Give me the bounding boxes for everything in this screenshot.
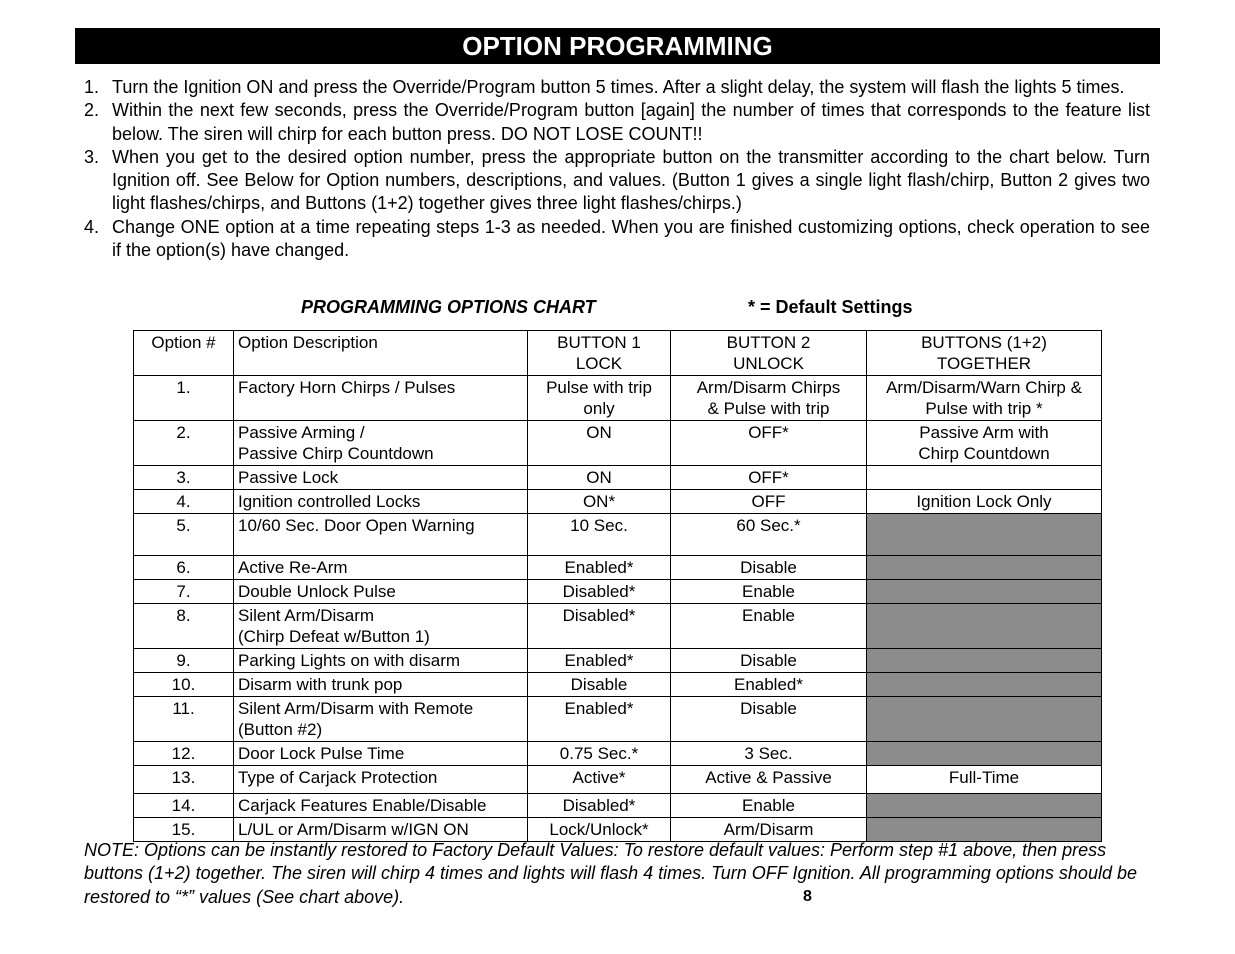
step-item [84,146,1150,216]
option-number: 8. [134,604,234,649]
option-number: 11. [134,697,234,742]
option-description: Disarm with trunk pop [234,673,528,697]
button2-value: OFF [671,490,867,514]
chart-title: PROGRAMMING OPTIONS CHART [301,297,596,317]
step-item [84,76,1150,99]
button2-value: Enabled* [671,673,867,697]
table-row [134,604,1102,649]
buttons12-value [867,649,1102,673]
option-number: 13. [134,766,234,794]
button1-value: Enabled* [528,649,671,673]
option-description: Parking Lights on with disarm [234,649,528,673]
buttons12-value [867,604,1102,649]
button1-value: Disabled* [528,794,671,818]
button1-value: Disabled* [528,580,671,604]
button2-value: OFF* [671,466,867,490]
button1-value: Active* [528,766,671,794]
table-row [134,490,1102,514]
buttons12-value: Full-Time [867,766,1102,794]
step-number: 3. [84,146,100,167]
buttons12-value [867,697,1102,742]
button1-value: Disabled* [528,604,671,649]
table-row [134,766,1102,794]
option-description: Active Re-Arm [234,556,528,580]
option-number: 2. [134,421,234,466]
button1-value: 10 Sec. [528,514,671,556]
step-item [84,216,1150,263]
option-number: 1. [134,376,234,421]
option-number: 6. [134,556,234,580]
table-body [134,376,1102,842]
option-description: Door Lock Pulse Time [234,742,528,766]
table-header-row [134,331,1102,376]
button2-value: 3 Sec. [671,742,867,766]
button1-value: ON [528,421,671,466]
button2-value: Disable [671,697,867,742]
button2-value: Enable [671,604,867,649]
step-item [84,99,1150,146]
option-description: 10/60 Sec. Door Open Warning [234,514,528,556]
buttons12-value: Passive Arm with Chirp Countdown [867,421,1102,466]
buttons12-value: Ignition Lock Only [867,490,1102,514]
buttons12-value [867,556,1102,580]
programming-options-table [133,330,1102,842]
button1-value: Pulse with trip only [528,376,671,421]
option-description: L/UL or Arm/Disarm w/IGN ON [234,818,528,842]
step-text: Within the next few seconds, press the Override/Program button [again] the number of times that corresponds to the feature list below. The siren will chirp for each button press. DO NOT LOSE COUNT!! [112,100,1150,144]
button2-value: Disable [671,649,867,673]
option-description: Ignition controlled Locks [234,490,528,514]
button1-value: ON [528,466,671,490]
table-row [134,376,1102,421]
option-description: Type of Carjack Protection [234,766,528,794]
button1-value: Disable [528,673,671,697]
default-settings-note: * = Default Settings [748,297,913,317]
step-number: 1. [84,77,100,97]
option-number: 15. [134,818,234,842]
header-buttons12: BUTTONS (1+2) TOGETHER [867,331,1102,376]
page-number: 8 [803,888,812,905]
buttons12-value [867,673,1102,697]
option-description: Carjack Features Enable/Disable [234,794,528,818]
option-description: Passive Arming / Passive Chirp Countdown [234,421,528,466]
button1-value: Enabled* [528,556,671,580]
option-number: 14. [134,794,234,818]
button1-value: ON* [528,490,671,514]
table-row [134,556,1102,580]
table-row [134,514,1102,556]
option-number: 3. [134,466,234,490]
buttons12-value [867,818,1102,842]
buttons12-value [867,580,1102,604]
option-description: Silent Arm/Disarm (Chirp Defeat w/Button 1) [234,604,528,649]
header-option-number: Option # [134,331,234,376]
table-row [134,794,1102,818]
step-number: 4. [84,216,100,237]
option-number: 9. [134,649,234,673]
table-row [134,580,1102,604]
button2-value: Disable [671,556,867,580]
button2-value: Active & Passive [671,766,867,794]
button1-value: Enabled* [528,697,671,742]
option-number: 12. [134,742,234,766]
option-number: 4. [134,490,234,514]
step-text: When you get to the desired option number, press the appropriate button on the transmitter according to the chart below. Turn Ignition off. See Below for Option numbers, descriptions, and values. (Button 1 gives a single light flash/chirp, Button 2 gives two light flashes/chirps, and Buttons (1+2) together gives three light flashes/chirps.) [112,146,1150,214]
page-title: OPTION PROGRAMMING [75,28,1160,64]
step-text: Change ONE option at a time repeating steps 1-3 as needed. When you are finished customizing options, check operation to see if the option(s) have changed. [112,216,1150,261]
button1-value: 0.75 Sec.* [528,742,671,766]
header-button1: BUTTON 1 LOCK [528,331,671,376]
table-row [134,673,1102,697]
buttons12-value [867,514,1102,556]
table-row [134,818,1102,842]
header-button2: BUTTON 2 UNLOCK [671,331,867,376]
button2-value: Arm/Disarm Chirps & Pulse with trip [671,376,867,421]
instruction-steps [84,76,1150,262]
step-number: 2. [84,100,100,121]
option-description: Double Unlock Pulse [234,580,528,604]
option-description: Silent Arm/Disarm with Remote (Button #2) [234,697,528,742]
button1-value: Lock/Unlock* [528,818,671,842]
table-row [134,421,1102,466]
table-row [134,466,1102,490]
buttons12-value [867,742,1102,766]
table-row [134,649,1102,673]
table-row [134,697,1102,742]
button2-value: OFF* [671,421,867,466]
step-text: Turn the Ignition ON and press the Override/Program button 5 times. After a slight delay, the system will flash the lights 5 times. [112,77,1125,97]
button2-value: Enable [671,580,867,604]
table-row [134,742,1102,766]
buttons12-value: Arm/Disarm/Warn Chirp & Pulse with trip * [867,376,1102,421]
restore-defaults-note: NOTE: Options can be instantly restored to Factory Default Values: To restore default values: Perform step #1 above, then press buttons (1+2) together. The siren will chirp 4 times and lights will flash 4 times. Turn OFF Ignition. All programming options should be restored to “*” values (See chart above). [84,840,1137,907]
header-option-description: Option Description [234,331,528,376]
button2-value: Enable [671,794,867,818]
button2-value: Arm/Disarm [671,818,867,842]
option-number: 10. [134,673,234,697]
buttons12-value [867,794,1102,818]
buttons12-value [867,466,1102,490]
button2-value: 60 Sec.* [671,514,867,556]
option-number: 5. [134,514,234,556]
option-description: Passive Lock [234,466,528,490]
option-number: 7. [134,580,234,604]
option-description: Factory Horn Chirps / Pulses [234,376,528,421]
